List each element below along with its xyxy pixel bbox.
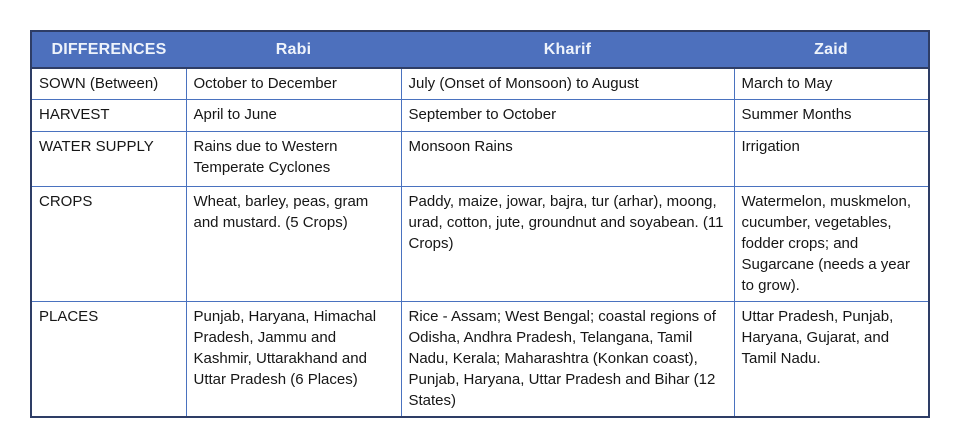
header-differences: DIFFERENCES (31, 31, 186, 68)
table-row-harvest (31, 100, 929, 132)
cell-sown-kharif: July (Onset of Monsoon) to August (401, 68, 734, 100)
cell-places-rabi: Punjab, Haryana, Himachal Pradesh, Jammu and Kashmir, Uttarakhand and Uttar Pradesh (6 Places) (186, 302, 401, 418)
table-row-sown (31, 68, 929, 100)
cell-crops-rabi: Wheat, barley, peas, gram and mustard. (5 Crops) (186, 187, 401, 302)
header-zaid: Zaid (734, 31, 929, 68)
cell-water-rabi: Rains due to Western Temperate Cyclones (186, 132, 401, 187)
table-row-crops (31, 187, 929, 302)
cell-places-kharif: Rice - Assam; West Bengal; coastal regions of Odisha, Andhra Pradesh, Telangana, Tamil Nadu, Kerala; Maharashtra (Konkan coast), Punjab, Haryana, Uttar Pradesh and Bihar (12 States) (401, 302, 734, 418)
crop-differences-table (30, 30, 930, 418)
row-label-harvest: HARVEST (31, 100, 186, 132)
row-label-water-supply: WATER SUPPLY (31, 132, 186, 187)
header-rabi: Rabi (186, 31, 401, 68)
cell-harvest-zaid: Summer Months (734, 100, 929, 132)
cell-crops-kharif: Paddy, maize, jowar, bajra, tur (arhar), moong, urad, cotton, jute, groundnut and soyabean. (11 Crops) (401, 187, 734, 302)
header-kharif: Kharif (401, 31, 734, 68)
cell-sown-zaid: March to May (734, 68, 929, 100)
cell-sown-rabi: October to December (186, 68, 401, 100)
cell-crops-zaid: Watermelon, muskmelon, cucumber, vegetables, fodder crops; and Sugarcane (needs a year to grow). (734, 187, 929, 302)
cell-water-zaid: Irrigation (734, 132, 929, 187)
cell-harvest-kharif: September to October (401, 100, 734, 132)
row-label-crops: CROPS (31, 187, 186, 302)
row-label-sown: SOWN (Between) (31, 68, 186, 100)
table-row-places (31, 302, 929, 418)
row-label-places: PLACES (31, 302, 186, 418)
cell-harvest-rabi: April to June (186, 100, 401, 132)
cell-places-zaid: Uttar Pradesh, Punjab, Haryana, Gujarat, and Tamil Nadu. (734, 302, 929, 418)
table-row-water-supply (31, 132, 929, 187)
cell-water-kharif: Monsoon Rains (401, 132, 734, 187)
table-header-row (31, 31, 929, 68)
